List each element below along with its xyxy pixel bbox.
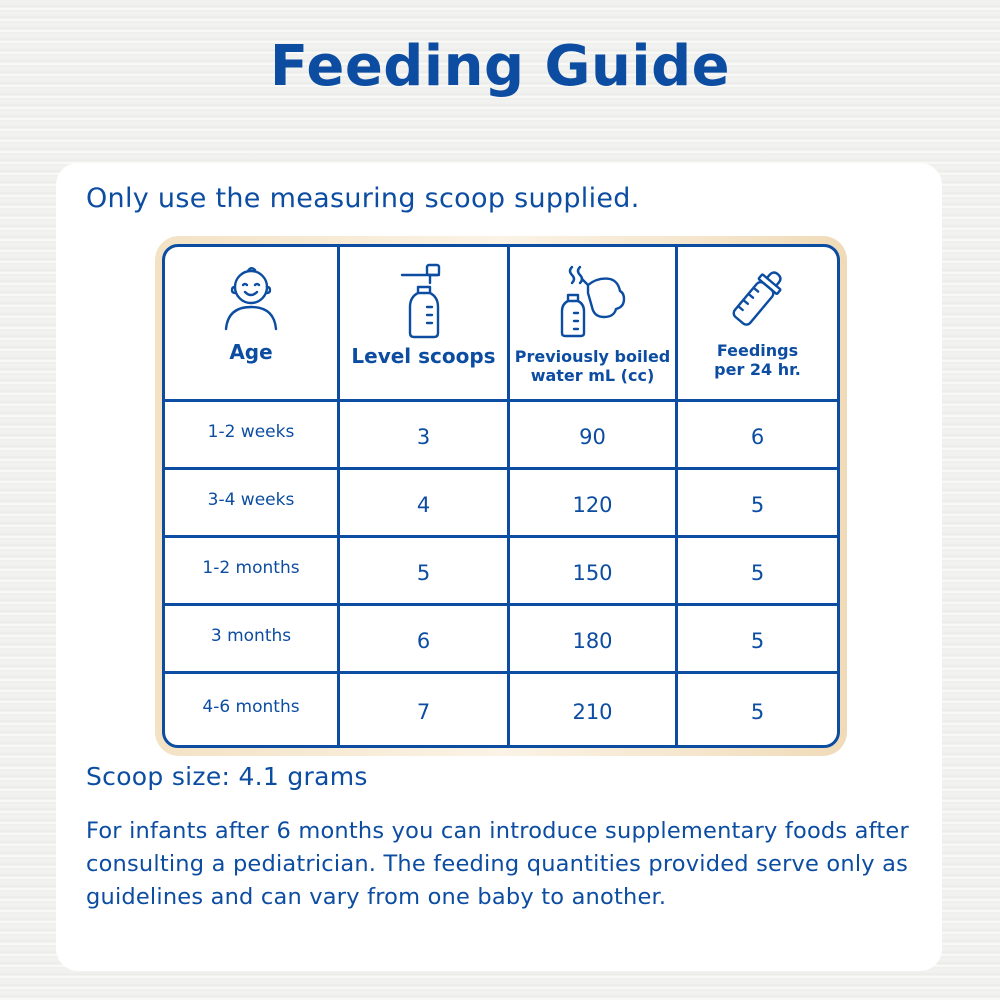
table-cell-scoops: 5 — [340, 538, 510, 606]
table-cell-scoops: 3 — [340, 402, 510, 470]
table-cell-water: 120 — [510, 470, 678, 538]
table-cell-age: 1-2 months — [165, 538, 340, 606]
table-cell-feedings: 6 — [678, 402, 837, 470]
table-cell-feedings: 5 — [750, 699, 765, 724]
scoop-size-text: Scoop size: 4.1 grams — [86, 762, 368, 791]
guide-card — [56, 163, 942, 971]
table-cell-water: 180 — [510, 606, 678, 674]
header-water — [510, 247, 678, 402]
baby-face-icon — [221, 263, 281, 333]
header-feedings — [678, 247, 837, 402]
table-cell-scoops: 6 — [340, 606, 510, 674]
baby-bottle-icon — [726, 263, 790, 333]
table-cell-feedings: 5 — [678, 606, 837, 674]
table-cell-age: 3 months — [165, 606, 340, 674]
table-cell-age: 3-4 weeks — [165, 470, 340, 538]
table-cell-water: 150 — [510, 538, 678, 606]
kettle-bottle-icon — [558, 263, 628, 339]
table-cell-scoops: 7 — [340, 674, 510, 745]
table-cell-water: 90 — [510, 402, 678, 470]
table-cell-water: 210 — [510, 674, 678, 745]
header-scoops — [340, 247, 510, 402]
guideline-note: For infants after 6 months you can introduce supplementary foods after consulting a pediatrician. The feeding quantities provided serve only as guidelines and can vary from one baby to another. — [86, 818, 909, 910]
intro-text: Only use the measuring scoop supplied. — [86, 183, 640, 214]
table-cell-age: 1-2 weeks — [165, 402, 340, 470]
table-cell-scoops: 4 — [340, 470, 510, 538]
table-frame — [155, 236, 847, 756]
header-feedings-label-line2: per 24 hr. — [714, 360, 801, 379]
page-title: Feeding Guide — [269, 34, 731, 99]
header-water-label-line2: water mL (cc) — [530, 366, 655, 385]
header-age — [165, 247, 340, 402]
table-cell-feedings: 5 — [678, 538, 837, 606]
feeding-table — [162, 244, 840, 748]
header-feedings-label — [714, 341, 801, 379]
header-age-label: Age — [229, 340, 273, 364]
header-scoops-label: Level scoops — [351, 344, 496, 368]
header-feedings-label-line1: Feedings — [716, 341, 799, 360]
header-water-label-line1: Previously boiled — [514, 347, 671, 366]
table-cell-age: 4-6 months — [165, 674, 340, 745]
scoop-bottle-icon — [394, 263, 454, 339]
table-cell-feedings: 5 — [678, 470, 837, 538]
header-water-label — [515, 347, 671, 385]
